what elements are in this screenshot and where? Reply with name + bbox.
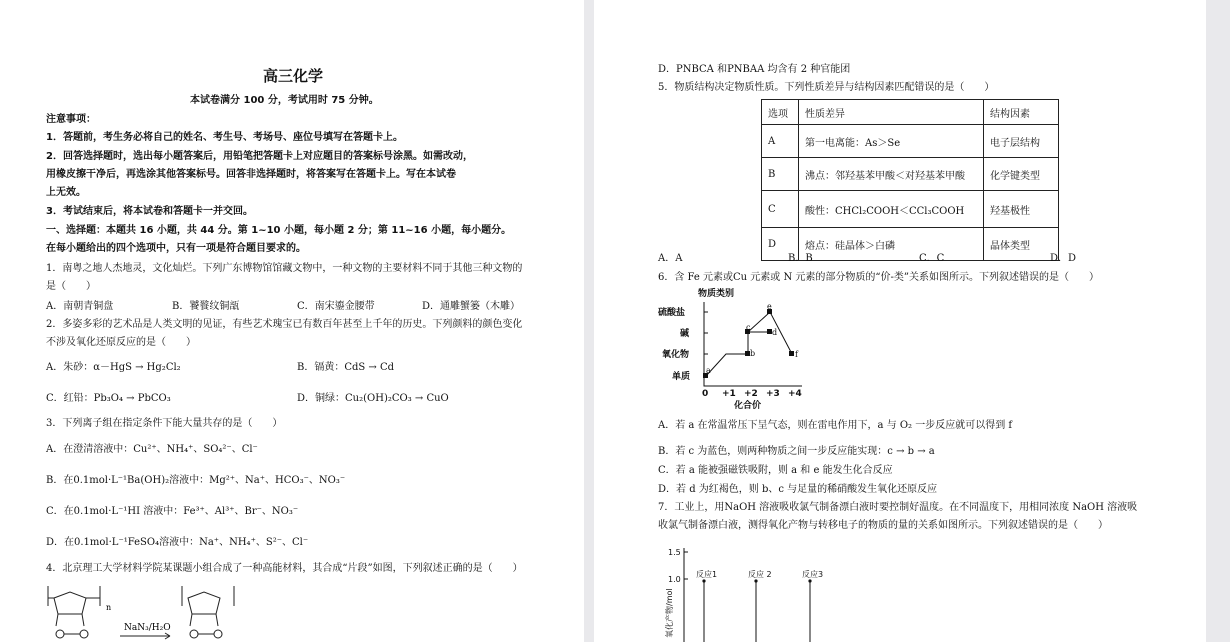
table-cell: A [762,125,799,158]
point-label: c [746,323,751,332]
series-label: 反应1 [696,570,718,579]
subscript-n: n [106,603,112,612]
question-1-stem: 是（ ） [46,281,96,292]
page-title: 高三化学 [263,67,324,85]
q6-option-a: A．若 a 在常温常压下呈气态，则在雷电作用下，a 与 O₂ 一步反应就可以得到 f [658,420,1013,431]
q3-option-c: C．在0.1mol·L⁻¹HI 溶液中：Fe³⁺、Al³⁺、Br⁻、NO₃⁻ [46,506,299,517]
monomer-right [182,586,234,638]
q1-option-a: A．南朝青铜盘 [46,301,114,312]
chart-series-line [706,312,792,376]
q5-option-b: B．B [788,253,813,264]
y-tick-label: 1.0 [668,575,681,584]
series-label: 反应 2 [748,570,772,579]
question-5-stem: 5．物质结构决定物质性质。下列性质差异与结构因素匹配错误的是（ ） [658,82,995,93]
table-cell: 沸点：邻羟基苯甲酸＜对羟基苯甲酸 [799,158,984,191]
q3-option-d: D．在0.1mol·L⁻¹FeSO₄溶液中：Na⁺、NH₄⁺、S²⁻、Cl⁻ [46,537,309,548]
question-7-stem: 收氯气制备漂白液，测得氧化产物与转移电子的物质的量的关系如图所示。下列叙述错误的是（ ） [658,520,1108,531]
exam-subtitle: 本试卷满分 100 分，考试用时 75 分钟。 [190,95,379,106]
q2-option-a: A．朱砂：α－HgS → Hg₂Cl₂ [46,362,181,373]
table-cell: 电子层结构 [984,125,1059,158]
table-header: 选项 [762,100,799,125]
chart-title: 物质类别 [698,289,735,299]
chart-points [702,579,811,582]
table-cell: 熔点：硅晶体＞白磷 [799,228,984,261]
q2-option-c: C．红铅：Pb₃O₄ → PbCO₃ [46,393,171,404]
table-cell: B [762,158,799,191]
question-2-stem: 2．多姿多彩的艺术品是人类文明的见证，有些艺术瑰宝已有数百年甚至上千年的历史。下列颜料的颜色变化 [46,319,523,330]
q6-option-d: D．若 d 为红褐色，则 b、c 与足量的稀硝酸发生氧化还原反应 [658,484,938,495]
table-header: 结构因素 [984,100,1059,125]
q5-option-a: A．A [658,253,683,264]
question-4-stem: 4．北京理工大学材料学院某课题小组合成了一种高能材料，其合成“片段”如图，下列叙述正确的是（ ） [46,563,523,574]
polymer-structure-diagram [40,580,240,642]
monomer-left [48,586,100,638]
x-tick-label: +1 [722,389,736,399]
question-7-stem: 7．工业上，用NaOH 溶液吸收氯气制备漂白液时要控制好温度。在不同温度下，用相同浓度 NaOH 溶液吸 [658,502,1138,513]
y-tick-label: 碱 [680,329,690,339]
x-tick-label: +4 [788,389,802,399]
x-tick-label: +2 [744,389,758,399]
y-axis-label: 氧化产物/mol [665,588,674,638]
section-heading: 一、选择题：本题共 16 小题，共 44 分。第 1~10 小题，每小题 2 分；第 11~16 小题，每小题分。 [46,225,512,236]
notice-line: 上无效。 [46,187,86,198]
table-cell: 第一电离能：As＞Se [799,125,984,158]
q6-option-c: C．若 a 能被强磁铁吸附，则 a 和 e 能发生化合反应 [658,465,893,476]
q2-option-b: B．镉黄：CdS → Cd [297,362,395,373]
x-tick-label: 0 [702,389,709,399]
x-axis-label: 化合价 [734,401,762,411]
point-label: e [767,302,772,311]
question-1-stem: 1．南粤之地人杰地灵，文化灿烂。下列广东博物馆馆藏文物中，一种文物的主要材料不同于其他三种文物的 [46,263,523,274]
question-3-stem: 3．下列离子组在指定条件下能大量共存的是（ ） [46,418,283,429]
question-6-stem: 6．含 Fe 元素或Cu 元素或 N 元素的部分物质的“价-类”关系如图所示。下列叙述错误的是（ ） [658,272,1100,283]
q4-option-d: D．PNBCA 和PNBAA 均含有 2 种官能团 [658,64,851,75]
right-page [594,0,1206,642]
question-2-stem: 不涉及氧化还原反应的是（ ） [46,337,196,348]
oxidation-product-chart [660,544,840,642]
q6-option-b: B．若 c 为蓝色，则两种物质之间一步反应能实现：c → b → a [658,446,935,457]
q2-option-d: D．铜绿：Cu₂(OH)₂CO₃ → CuO [297,393,449,404]
notice-line: 1．答题前，考生务必将自己的姓名、考生号、考场号、座位号填写在答题卡上。 [46,132,403,143]
q1-option-c: C．南宋鎏金腰带 [297,301,375,312]
point-label: f [795,350,798,359]
q5-option-d: D．D [1050,253,1077,264]
q1-option-d: D．通雕蟹篓（木雕） [422,301,521,312]
chart-series-lines [704,582,810,642]
y-tick-label: 1.5 [668,548,681,557]
table-row [762,191,1059,228]
table-cell: 化学键类型 [984,158,1059,191]
series-label: 反应3 [802,570,824,579]
point-label: a [706,366,711,375]
y-tick-label: 硫酸盐 [658,308,686,318]
q1-option-b: B．饕餮纹铜瓿 [172,301,240,312]
q3-option-b: B．在0.1mol·L⁻¹Ba(OH)₂溶液中：Mg²⁺、Na⁺、HCO₃⁻、NO₃⁻ [46,475,346,486]
notice-line: 用橡皮擦干净后，再选涂其他答案标号。回答非选择题时，将答案写在答题卡上。写在本试卷 [46,169,456,180]
table-cell: C [762,191,799,228]
q3-option-a: A．在澄清溶液中：Cu²⁺、NH₄⁺、SO₄²⁻、Cl⁻ [46,444,258,455]
point-label: d [772,328,778,337]
table-row [762,158,1059,191]
table-row [762,125,1059,158]
table-cell: 晶体类型 [984,228,1059,261]
table-header: 性质差异 [799,100,984,125]
q5-table [761,99,1059,261]
y-tick-label: 氧化物 [662,350,690,360]
section-heading: 在每小题给出的四个选项中，只有一项是符合题目要求的。 [46,243,306,254]
x-tick-label: +3 [766,389,780,399]
point-label: b [750,349,756,358]
reaction-arrow [120,623,171,639]
y-tick-label: 单质 [672,372,691,382]
table-cell: 酸性：CHCl₂COOH＜CCl₃COOH [799,191,984,228]
notice-line: 2．回答选择题时，选出每小题答案后，用铅笔把答题卡上对应题目的答案标号涂黑。如需改动， [46,151,473,162]
notice-heading: 注意事项： [46,114,96,125]
point-f [789,351,794,356]
q5-option-c: C．C [919,253,945,264]
table-header-row [762,100,1059,125]
chart-axes [684,548,688,642]
valence-class-chart [656,284,816,414]
table-cell: 羟基极性 [984,191,1059,228]
notice-line: 3．考试结束后，将本试卷和答题卡一并交回。 [46,206,253,217]
left-page [0,0,584,642]
reagent-label: NaN₃/H₂O [124,623,171,633]
table-cell: D [762,228,799,261]
